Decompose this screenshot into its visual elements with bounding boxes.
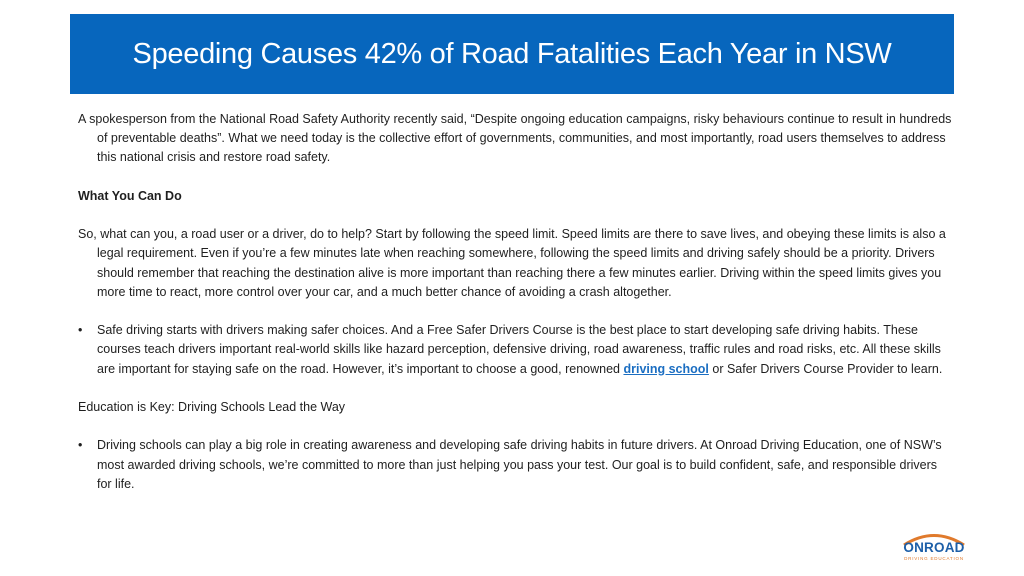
slide-title: Speeding Causes 42% of Road Fatalities Each Year in NSW <box>132 37 892 70</box>
bullet-marker: • <box>78 323 83 338</box>
driving-school-link[interactable]: driving school <box>623 361 709 376</box>
logo-wordmark: ONROAD <box>903 540 965 555</box>
bullet-text-end: or Safer Drivers Course Provider to learn. <box>708 361 943 376</box>
logo-tagline: DRIVING EDUCATION <box>904 556 964 561</box>
bullet-item-driving-schools <box>78 436 952 494</box>
what-you-can-do-heading: What You Can Do <box>78 188 182 203</box>
slide-body <box>78 110 952 494</box>
bullet-text: Safe driving starts with drivers making safer choices. And a Free Safer Drivers Course is the best place to start developing safe driving habits. These courses teach drivers important real-world skills like hazard perception, defensive driving, road awareness, traffic rules and road risks, etc. All these skills are important for staying safe on the road. However, it’s important to choose a good, renowned <box>97 323 941 376</box>
what-you-can-do-paragraph: So, what can you, a road user or a driver, do to help? Start by following the speed limit. Speed limits are there to save lives, and obeying these limits is also a legal requirement. Even if you’re a few minutes late when reaching somewhere, following the speed limits and driving safely should be a priority. Drivers should remember that reaching the destination alive is more important than reaching there a few minutes earlier. Driving within the speed limits gives you more time to react, more control over your car, and a much better chance of avoiding a crash altogether. <box>78 227 946 299</box>
intro-paragraph: A spokesperson from the National Road Safety Authority recently said, “Despite ongoing education campaigns, risky behaviours continue to result in hundreds of preventable deaths”. What we need today is the collective effort of governments, communities, and most importantly, road users themselves to address this national crisis and restore road safety. <box>78 112 952 165</box>
bullet-marker: • <box>78 438 83 453</box>
bullet-text: Driving schools can play a big role in creating awareness and developing safe driving habits in future drivers. At Onroad Driving Education, one of NSW’s most awarded driving schools, we’re committed to more than just helping you pass your test. Our goal is to build confident, safe, and responsible drivers for life. <box>97 438 942 491</box>
onroad-logo <box>896 530 972 566</box>
title-banner <box>70 14 954 94</box>
bullet-item-safer-drivers-course <box>78 321 952 379</box>
education-heading: Education is Key: Driving Schools Lead the Way <box>78 399 346 414</box>
